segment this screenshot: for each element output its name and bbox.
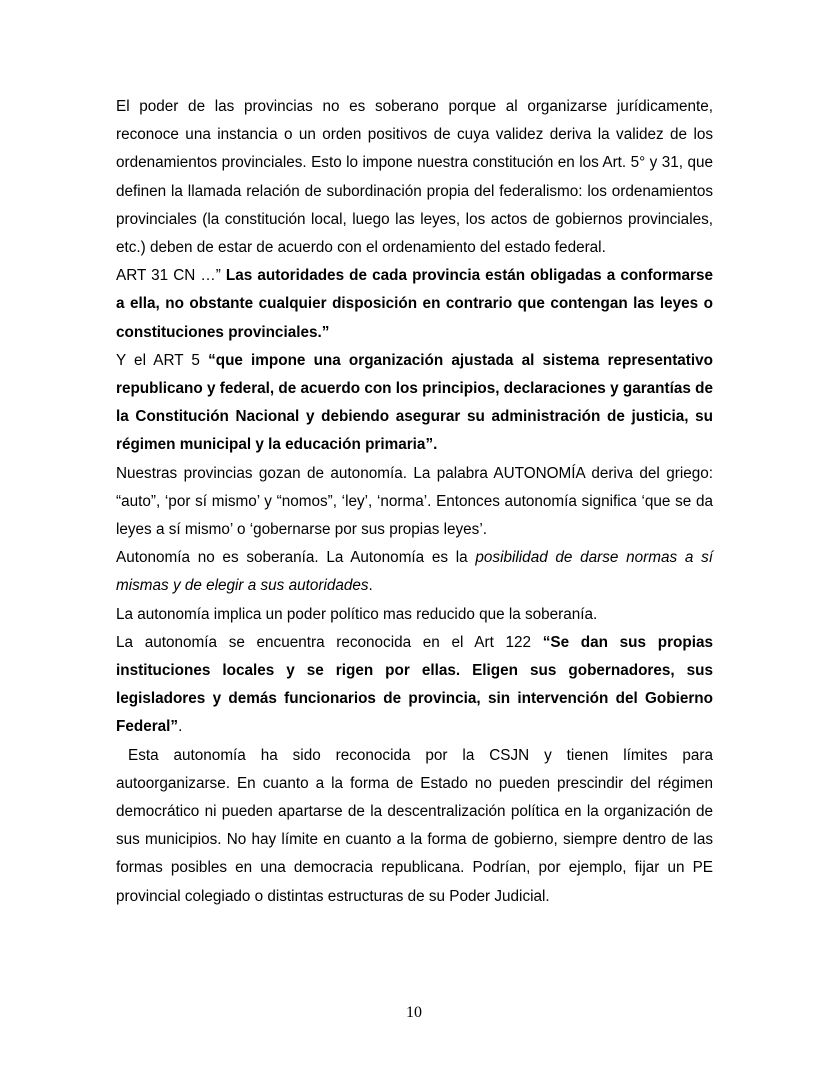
art-31-lead: ART 31 CN …” [116,267,226,285]
paragraph-provincial-power: El poder de las provincias no es soberano porque al organizarse jurídicamente, reconoce una instancia o un orden positivos de cuya validez deriva la validez de los ordenamientos provinciales. Esto lo impone nuestra constitución en los Art. 5° y 31, que definen la llamada relación de subordinación propia del federalismo: los ordenamientos provinciales (la constitución local, luego las leyes, los actos de gobiernos provinciales, etc.) deben de estar de acuerdo con el ordenamiento del estado federal. [116,98,713,257]
art-122-tail: . [178,718,183,736]
body-text [116,93,713,911]
autonomy-lead: Autonomía no es soberanía. La Autonomía es la [116,549,476,567]
page-number: 10 [406,1004,422,1021]
paragraph-art-5 [116,347,713,460]
art-5-quote: “que impone una organización ajustada al sistema representativo republicano y federal, de acuerdo con los principios, declaraciones y garantías de la Constitución Nacional y debiendo asegurar su administración de justicia, su régimen municipal y la educación primaria”. [116,351,713,454]
paragraph-autonomy-vs-sovereignty [116,544,713,600]
paragraph-art-122 [116,629,713,742]
paragraph-autonomy-definition: Nuestras provincias gozan de autonomía. La palabra AUTONOMÍA deriva del griego: “auto”, ‘por sí mismo’ y “nomos”, ‘ley’, ‘norma’. Entonces autonomía significa ‘que se da leyes a sí mismo’ o ‘gobernarse por sus propias leyes’. [116,464,713,539]
art-122-lead: La autonomía se encuentra reconocida en el Art 122 [116,633,543,651]
autonomy-italic: posibilidad de darse normas a sí mismas y de elegir a sus autoridades [116,549,714,595]
art-122-quote: “Se dan sus propias instituciones locales y se rigen por ellas. Eligen sus gobernadores, sus legisladores y demás funcionarios de provincia, sin intervención del Gobierno Federal” [116,633,713,736]
paragraph-reduced-power: La autonomía implica un poder político mas reducido que la soberanía. [116,605,598,623]
paragraph-art-31 [116,262,713,347]
autonomy-tail: . [368,577,373,595]
paragraph-csjn-limits: Esta autonomía ha sido reconocida por la CSJN y tienen límites para autoorganizarse. En cuanto a la forma de Estado no pueden prescindir del régimen democrático ni pueden apartarse de la descentralización política en la organización de sus municipios. No hay límite en cuanto a la forma de gobierno, siempre dentro de las formas posibles en una democracia republicana. Podrían, por ejemplo, fijar un PE provincial colegiado o distintas estructuras de su Poder Judicial. [116,746,713,905]
art-31-quote: Las autoridades de cada provincia están obligadas a conformarse a ella, no obstante cualquier disposición en contrario que contengan las leyes o constituciones provinciales.” [116,267,713,341]
art-5-lead: Y el ART 5 [116,351,209,369]
